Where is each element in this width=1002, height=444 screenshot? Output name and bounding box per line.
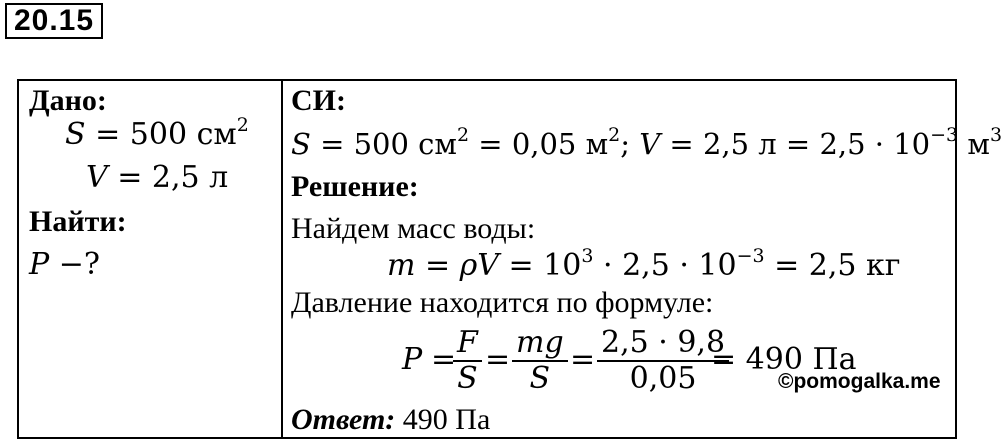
given-area: S = 500 $см^2$ bbox=[65, 114, 249, 152]
solution-text-mass: Найдем масс воды: bbox=[291, 212, 536, 245]
given-volume: V = 2,5 л bbox=[86, 160, 229, 195]
problem-number: 20.15 bbox=[5, 3, 103, 39]
watermark: ©pomogalka.me bbox=[778, 370, 941, 393]
find-pressure: P −? bbox=[29, 247, 100, 282]
equals-sign-3: = bbox=[570, 342, 596, 377]
si-conversion: S = 500 $см^2 = 0,05$ $м^2$; V = 2,5 $л = 2,5 \cdot 10^{-3}$ $м^3$ bbox=[291, 124, 1002, 161]
solution-text-pressure: Давление находится по формуле: bbox=[291, 286, 714, 319]
solution-table bbox=[17, 79, 1002, 439]
answer-line: Ответ: 490 Па bbox=[291, 403, 491, 436]
column-divider bbox=[281, 81, 283, 437]
si-heading: СИ: bbox=[291, 84, 346, 117]
find-heading: Найти: bbox=[29, 205, 127, 238]
equals-sign-1: = bbox=[431, 342, 457, 377]
solution-heading: Решение: bbox=[291, 170, 419, 203]
equals-sign-2: = bbox=[485, 342, 511, 377]
fraction-numeric: $\frac{2,5 \cdot 9,8}{0,05}$ bbox=[597, 326, 729, 396]
fraction-force-area: $\frac{F}{S}$ bbox=[453, 326, 482, 396]
mass-formula: $m = \rho V = 10^3 \cdot 2,5 \cdot 10^{-3} = 2,5$ кг bbox=[387, 245, 901, 283]
given-heading: Дано: bbox=[29, 84, 107, 117]
fraction-mg-area: $\frac{mg}{S}$ bbox=[512, 326, 568, 396]
pressure-result: = 490 Па bbox=[711, 342, 857, 377]
pressure-symbol: P bbox=[402, 342, 423, 377]
